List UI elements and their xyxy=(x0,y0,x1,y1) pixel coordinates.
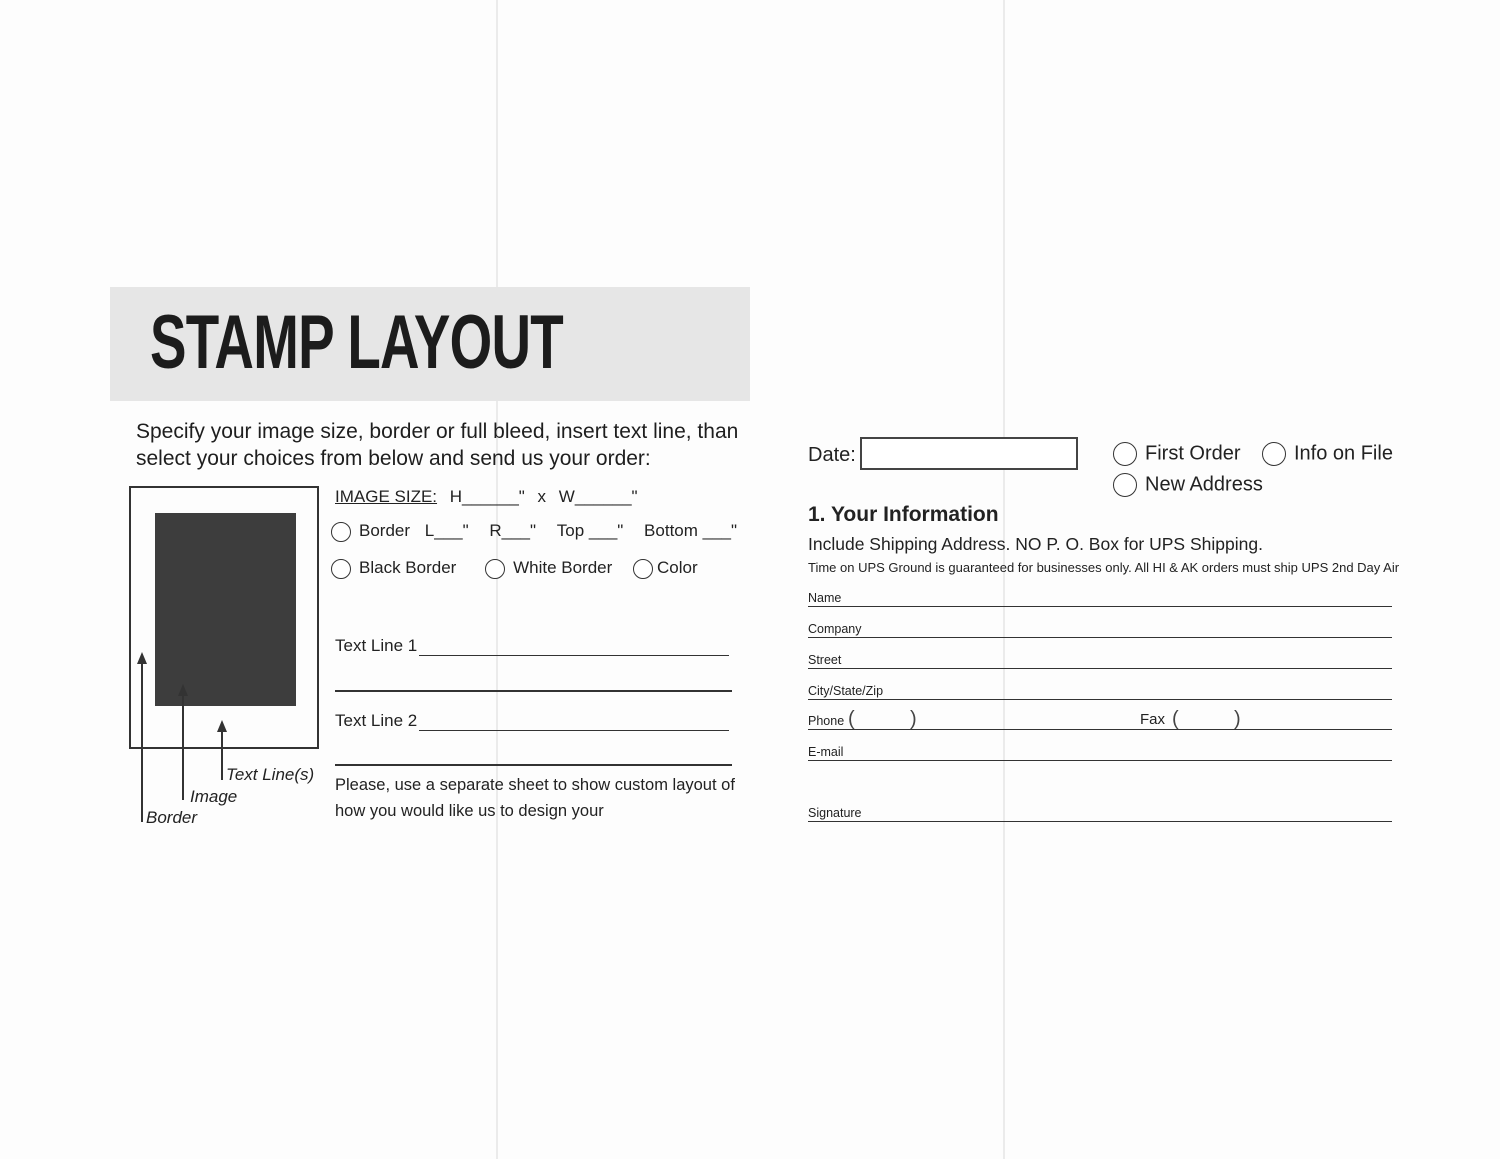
white-border-label: White Border xyxy=(513,558,613,577)
color-label: Color xyxy=(657,558,698,577)
city-state-zip-field[interactable] xyxy=(808,685,1392,700)
page-title: STAMP LAYOUT xyxy=(150,300,563,385)
border-right[interactable]: R___" xyxy=(489,521,537,540)
email-label: E-mail xyxy=(808,745,844,759)
fold-line-right xyxy=(1003,0,1005,1159)
border-label: Border xyxy=(359,521,411,540)
border-radio[interactable] xyxy=(331,522,351,542)
text-line-1-label: Text Line 1 xyxy=(335,636,418,655)
note-line-1: Please, use a separate sheet to show custom layout of xyxy=(335,776,735,794)
border-bottom[interactable]: Bottom ___" xyxy=(644,521,738,540)
info-on-file-label: Info on File xyxy=(1294,442,1393,465)
intro-line-2: select your choices from below and send us your order: xyxy=(136,447,651,470)
new-address-option[interactable] xyxy=(1113,473,1263,497)
new-address-radio[interactable] xyxy=(1113,473,1137,497)
company-label: Company xyxy=(808,622,862,636)
border-arrow-icon xyxy=(137,652,147,664)
name-field[interactable] xyxy=(808,592,1392,607)
info-on-file-option[interactable] xyxy=(1262,442,1393,466)
ups-ground-note: Time on UPS Ground is guaranteed for businesses only. All HI & AK orders must ship UPS 2nd Day Air xyxy=(808,560,1400,575)
shipping-address-note: Include Shipping Address. NO P. O. Box for UPS Shipping. xyxy=(808,534,1263,554)
black-border-label: Black Border xyxy=(359,558,457,577)
text-pointer-line xyxy=(221,728,223,780)
border-style-row xyxy=(331,558,698,579)
text-arrow-icon xyxy=(217,720,227,732)
email-field[interactable] xyxy=(808,746,1392,761)
text-line-1-input[interactable] xyxy=(419,641,729,656)
border-pointer-line xyxy=(141,660,143,822)
first-order-radio[interactable] xyxy=(1113,442,1137,466)
fax-paren-close: ) xyxy=(1234,708,1241,730)
info-on-file-radio[interactable] xyxy=(1262,442,1286,466)
black-border-radio[interactable] xyxy=(331,559,351,579)
diagram-label-image: Image xyxy=(190,787,238,806)
new-address-label: New Address xyxy=(1145,473,1263,496)
image-size-label: IMAGE SIZE: xyxy=(335,487,438,506)
street-label: Street xyxy=(808,653,842,667)
fax-paren-open: ( xyxy=(1172,708,1179,730)
diagram-label-border: Border xyxy=(146,808,198,827)
border-top[interactable]: Top ___" xyxy=(556,521,624,540)
text-line-1-extra-line[interactable] xyxy=(335,690,732,692)
fold-line-left xyxy=(496,0,498,1159)
border-left[interactable]: L___" xyxy=(424,521,469,540)
date-input[interactable] xyxy=(860,437,1078,470)
first-order-label: First Order xyxy=(1145,442,1241,465)
city-state-zip-label: City/State/Zip xyxy=(808,684,884,698)
image-size-height[interactable]: H______" xyxy=(449,487,525,506)
name-label: Name xyxy=(808,591,842,605)
fax-label: Fax xyxy=(1140,711,1166,728)
white-border-radio[interactable] xyxy=(485,559,505,579)
image-size-width[interactable]: W______" xyxy=(558,487,638,506)
company-field[interactable] xyxy=(808,623,1392,638)
stamp-diagram-image xyxy=(155,513,296,706)
intro-text xyxy=(136,418,776,472)
text-line-2-label: Text Line 2 xyxy=(335,711,418,730)
intro-line-1: Specify your image size, border or full bleed, insert text line, than xyxy=(136,420,739,443)
phone-paren-close: ) xyxy=(910,708,917,730)
color-radio[interactable] xyxy=(633,559,653,579)
street-field[interactable] xyxy=(808,654,1392,669)
note-line-2: how you would like us to design your xyxy=(335,802,604,820)
text-line-1-row xyxy=(335,636,729,656)
phone-fax-row[interactable] xyxy=(808,708,1392,730)
text-line-2-input[interactable] xyxy=(419,716,729,731)
text-line-2-row xyxy=(335,711,729,731)
date-label: Date: xyxy=(808,444,856,466)
first-order-option[interactable] xyxy=(1113,442,1241,466)
phone-label: Phone xyxy=(808,714,845,728)
phone-paren-open: ( xyxy=(848,708,855,730)
diagram-label-text-lines: Text Line(s) xyxy=(226,765,315,784)
image-pointer-line xyxy=(182,692,184,800)
text-line-2-extra-line[interactable] xyxy=(335,764,732,766)
image-arrow-icon xyxy=(178,684,188,696)
custom-layout-note xyxy=(335,772,755,824)
border-row xyxy=(331,521,737,542)
image-size-row xyxy=(335,487,638,507)
signature-label: Signature xyxy=(808,806,862,820)
signature-field[interactable] xyxy=(808,807,1392,822)
your-information-heading: 1. Your Information xyxy=(808,503,999,526)
image-size-x: x xyxy=(537,487,547,506)
